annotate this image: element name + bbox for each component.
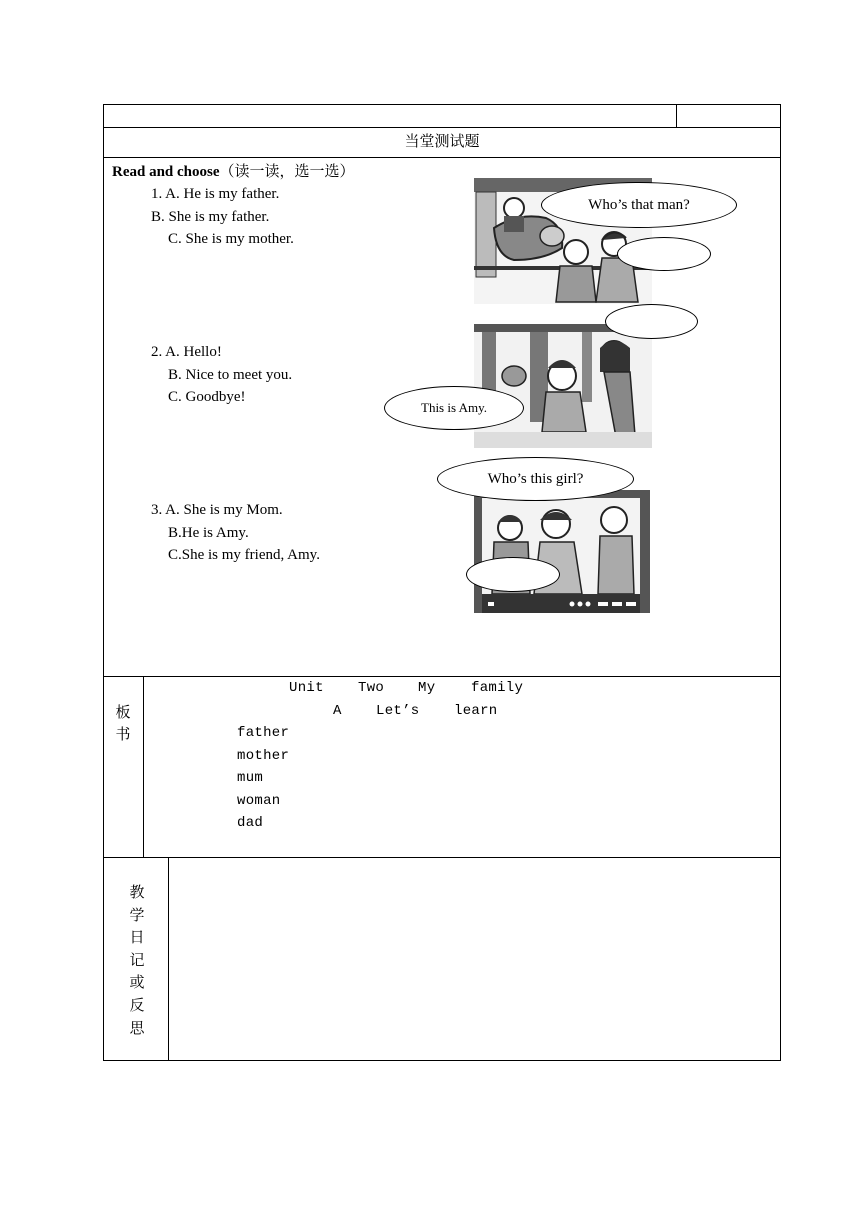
q3-option-b: B.He is Amy.: [168, 525, 249, 541]
q2-option-a: 2. A. Hello!: [151, 344, 222, 360]
reflection-label: 教学日记或反思: [129, 885, 145, 1037]
picture-3-illustration: [474, 490, 650, 613]
speech-bubble-q2: [605, 304, 698, 339]
picture-2-illustration: [474, 324, 652, 448]
speech-bubble-q2-text: This is Amy.: [421, 400, 487, 415]
section-heading: [112, 160, 355, 181]
board-title-family: family: [471, 680, 524, 696]
board-title-two: Two: [358, 680, 385, 696]
board-word: father: [237, 725, 290, 741]
section-heading-en: Read and choose: [112, 164, 220, 180]
board-subtitle-learn: learn: [454, 703, 498, 719]
speech-bubble-q3-text: Who’s this girl?: [487, 470, 584, 487]
board-word: dad: [237, 815, 264, 831]
section-heading-cn: （读一读，选一选）: [219, 164, 355, 180]
board-subtitle-lets: Let’s: [376, 703, 420, 719]
q2-option-b: B. Nice to meet you.: [168, 367, 293, 383]
speech-bubble-q3-answer: [466, 557, 560, 592]
board-label: 板书: [115, 705, 131, 743]
speech-bubble-q2-answer: [384, 386, 524, 430]
q1-option-a: 1. A. He is my father.: [151, 186, 280, 202]
speech-bubble-q1: [541, 182, 737, 228]
reflection-content: [169, 858, 780, 1060]
board-subtitle-a: A: [333, 703, 342, 719]
board-word: mum: [237, 770, 264, 786]
board-word: woman: [237, 793, 281, 809]
quiz-title: 当堂测试题: [404, 134, 480, 150]
speech-bubble-q1-answer: [617, 237, 711, 271]
speech-bubble-q1-text: Who’s that man?: [588, 196, 690, 213]
speech-bubble-q3: [437, 457, 634, 501]
board-title-my: My: [418, 680, 436, 696]
board-word: mother: [237, 748, 290, 764]
q1-option-c: C. She is my mother.: [168, 231, 294, 247]
q1-option-b: B. She is my father.: [151, 209, 270, 225]
q2-option-c: C. Goodbye!: [168, 389, 246, 405]
q3-option-a: 3. A. She is my Mom.: [151, 502, 283, 518]
q3-option-c: C.She is my friend, Amy.: [168, 547, 320, 563]
board-title-unit: Unit: [289, 680, 324, 696]
